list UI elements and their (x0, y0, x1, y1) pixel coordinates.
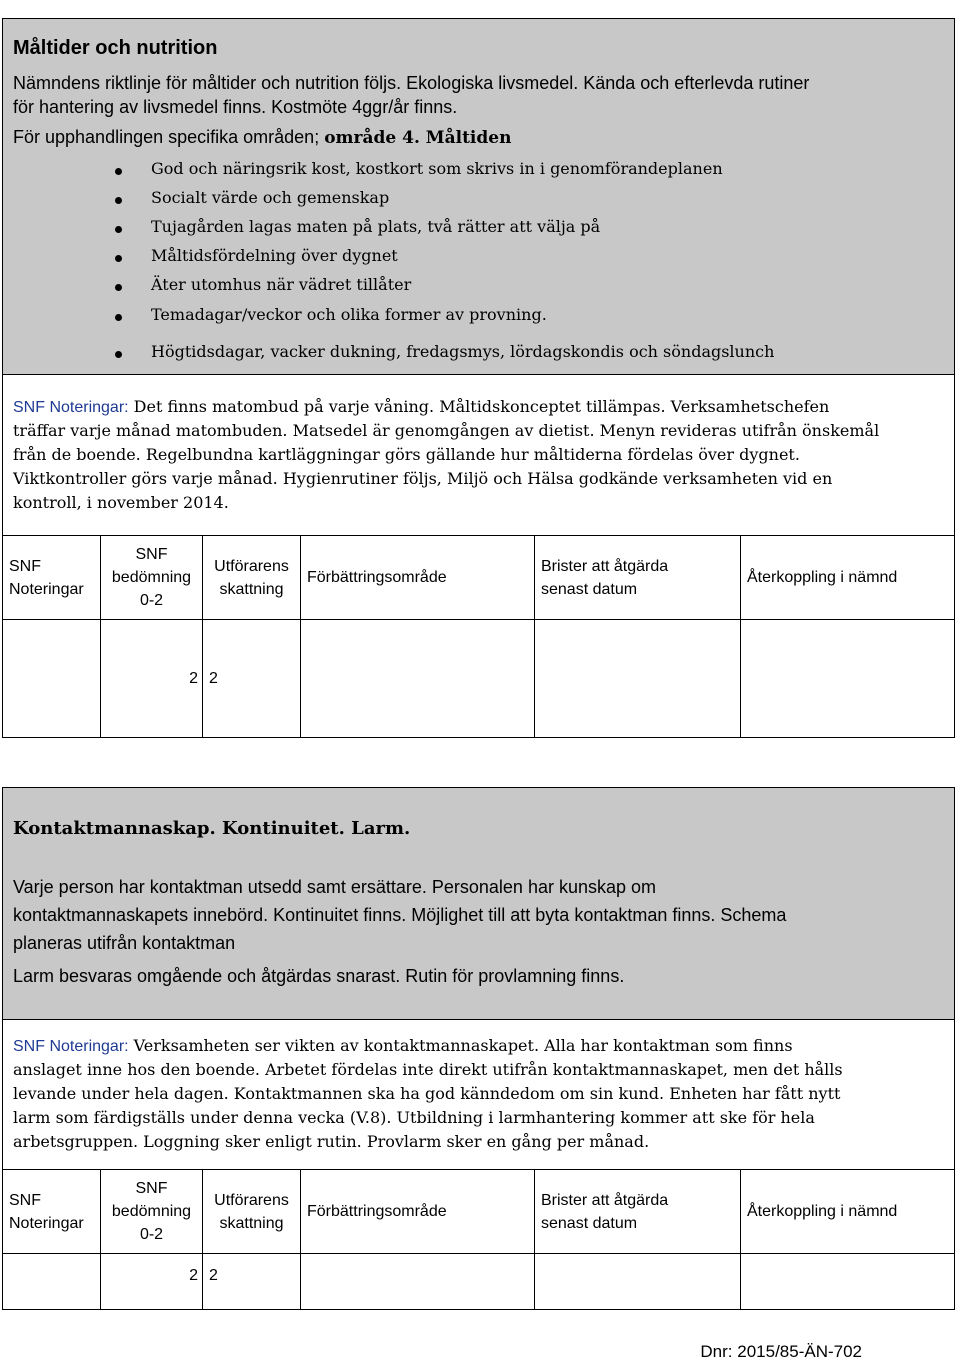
cell-brister (535, 1254, 741, 1310)
bullet-item: Socialt värde och gemenskap (151, 188, 390, 207)
footer-dnr: Dnr: 2015/85-ÄN-702 (700, 1342, 862, 1361)
notes-line: träffar varje månad matombuden. Matsedel är genomgången av dietist. Menyn revideras utifrån önskemål (13, 421, 880, 440)
cell-aterkoppling (741, 1254, 955, 1310)
header-brister: Brister att åtgärda senast datum (535, 536, 741, 620)
header-snf-bedomning: SNF bedömning 0-2 (101, 536, 203, 620)
header-snf-bedomning: SNF bedömning 0-2 (101, 1170, 203, 1254)
bullet-icon (115, 197, 122, 204)
procurement-prefix: För upphandlingen specifika områden; (13, 127, 325, 147)
body-line: planeras utifrån kontaktman (13, 933, 236, 953)
cell-snf-bedomning: 2 (101, 1254, 203, 1310)
header-brister: Brister att åtgärda senast datum (535, 1170, 741, 1254)
notes-label: SNF Noteringar: (13, 399, 129, 416)
notes-text: Verksamheten ser vikten av kontaktmannaskapet. Alla har kontaktman som finns (128, 1036, 793, 1055)
table-header-row (3, 1170, 955, 1254)
body-line: Larm besvaras omgående och åtgärdas snarast. Rutin för provlamning finns. (13, 966, 625, 986)
cell-aterkoppling (741, 620, 955, 738)
cell-brister (535, 620, 741, 738)
cell-snf-noteringar (3, 1254, 101, 1310)
assessment-table (2, 1169, 955, 1310)
notes-line: arbetsgruppen. Loggning sker enligt rutin. Provlarm sker en gång per månad. (13, 1132, 650, 1151)
bullet-item: God och näringsrik kost, kostkort som skrivs in i genomförandeplanen (151, 159, 723, 178)
intro-line: Nämndens riktlinje för måltider och nutrition följs. Ekologiska livsmedel. Kända och efterlevda rutiner (13, 73, 810, 93)
notes-text: Det finns matombud på varje våning. Måltidskonceptet tillämpas. Verksamhetschefen (128, 397, 830, 416)
cell-utforarens-skattning: 2 (203, 1254, 301, 1310)
section-maltider-notes (2, 374, 955, 536)
section-maltider-box (2, 18, 955, 375)
bullet-icon (115, 255, 122, 262)
bullet-icon (115, 284, 122, 291)
header-forbattringsomrade: Förbättringsområde (301, 1170, 535, 1254)
procurement-area: område 4. Måltiden (324, 128, 512, 148)
table-row (3, 620, 955, 738)
notes-line: från de boende. Regelbundna kartläggningar görs gällande hur måltiderna fördelas över dygnet. (13, 445, 800, 464)
notes-line (13, 1036, 793, 1056)
section-title: Kontaktmannaskap. Kontinuitet. Larm. (13, 818, 411, 839)
cell-utforarens-skattning: 2 (203, 620, 301, 738)
bullet-item: Högtidsdagar, vacker dukning, fredagsmys, lördagskondis och söndagslunch (151, 342, 775, 361)
intro-line: för hantering av livsmedel finns. Kostmöte 4ggr/år finns. (13, 97, 458, 117)
header-snf-noteringar: SNF Noteringar (3, 1170, 101, 1254)
bullet-item: Temadagar/veckor och olika former av provning. (151, 305, 547, 324)
notes-line: levande under hela dagen. Kontaktmannen ska ha god känndedom om sin kund. Enheten har fått nytt (13, 1084, 841, 1103)
cell-forbattringsomrade (301, 620, 535, 738)
table-header-row (3, 536, 955, 620)
header-utforarens-skattning: Utförarens skattning (203, 536, 301, 620)
header-aterkoppling: Återkoppling i nämnd (741, 536, 955, 620)
bullet-icon (115, 226, 122, 233)
notes-line: Viktkontroller görs varje månad. Hygienrutiner följs, Miljö och Hälsa godkände verksamheten vid en (13, 469, 833, 488)
assessment-table (2, 535, 955, 738)
notes-line: larm som färdigställs under denna vecka (V.8). Utbildning i larmhantering kommer att ske för hela (13, 1108, 815, 1127)
procurement-line (13, 127, 511, 148)
bullet-icon (115, 168, 122, 175)
notes-line (13, 397, 829, 417)
cell-forbattringsomrade (301, 1254, 535, 1310)
header-snf-noteringar: SNF Noteringar (3, 536, 101, 620)
cell-snf-noteringar (3, 620, 101, 738)
body-line: Varje person har kontaktman utsedd samt ersättare. Personalen har kunskap om (13, 877, 657, 897)
bullet-item: Tujagården lagas maten på plats, två rätter att välja på (151, 217, 601, 236)
bullet-icon (115, 314, 122, 321)
notes-line: kontroll, i november 2014. (13, 493, 229, 512)
bullet-icon (115, 351, 122, 358)
section-kontaktman-notes (2, 1019, 955, 1170)
section-title: Måltider och nutrition (13, 37, 218, 59)
bullet-item: Äter utomhus när vädret tillåter (151, 275, 412, 294)
notes-label: SNF Noteringar: (13, 1038, 129, 1055)
notes-line: anslaget inne hos den boende. Arbetet fördelas inte direkt utifrån kontaktmannaskapet, men det hålls (13, 1060, 843, 1079)
body-line: kontaktmannaskapets innebörd. Kontinuitet finns. Möjlighet till att byta kontaktman finns. Schema (13, 905, 787, 925)
header-utforarens-skattning: Utförarens skattning (203, 1170, 301, 1254)
section-kontaktman-box (2, 787, 955, 1020)
header-forbattringsomrade: Förbättringsområde (301, 536, 535, 620)
table-row (3, 1254, 955, 1310)
header-aterkoppling: Återkoppling i nämnd (741, 1170, 955, 1254)
cell-snf-bedomning: 2 (101, 620, 203, 738)
bullet-item: Måltidsfördelning över dygnet (151, 246, 398, 265)
